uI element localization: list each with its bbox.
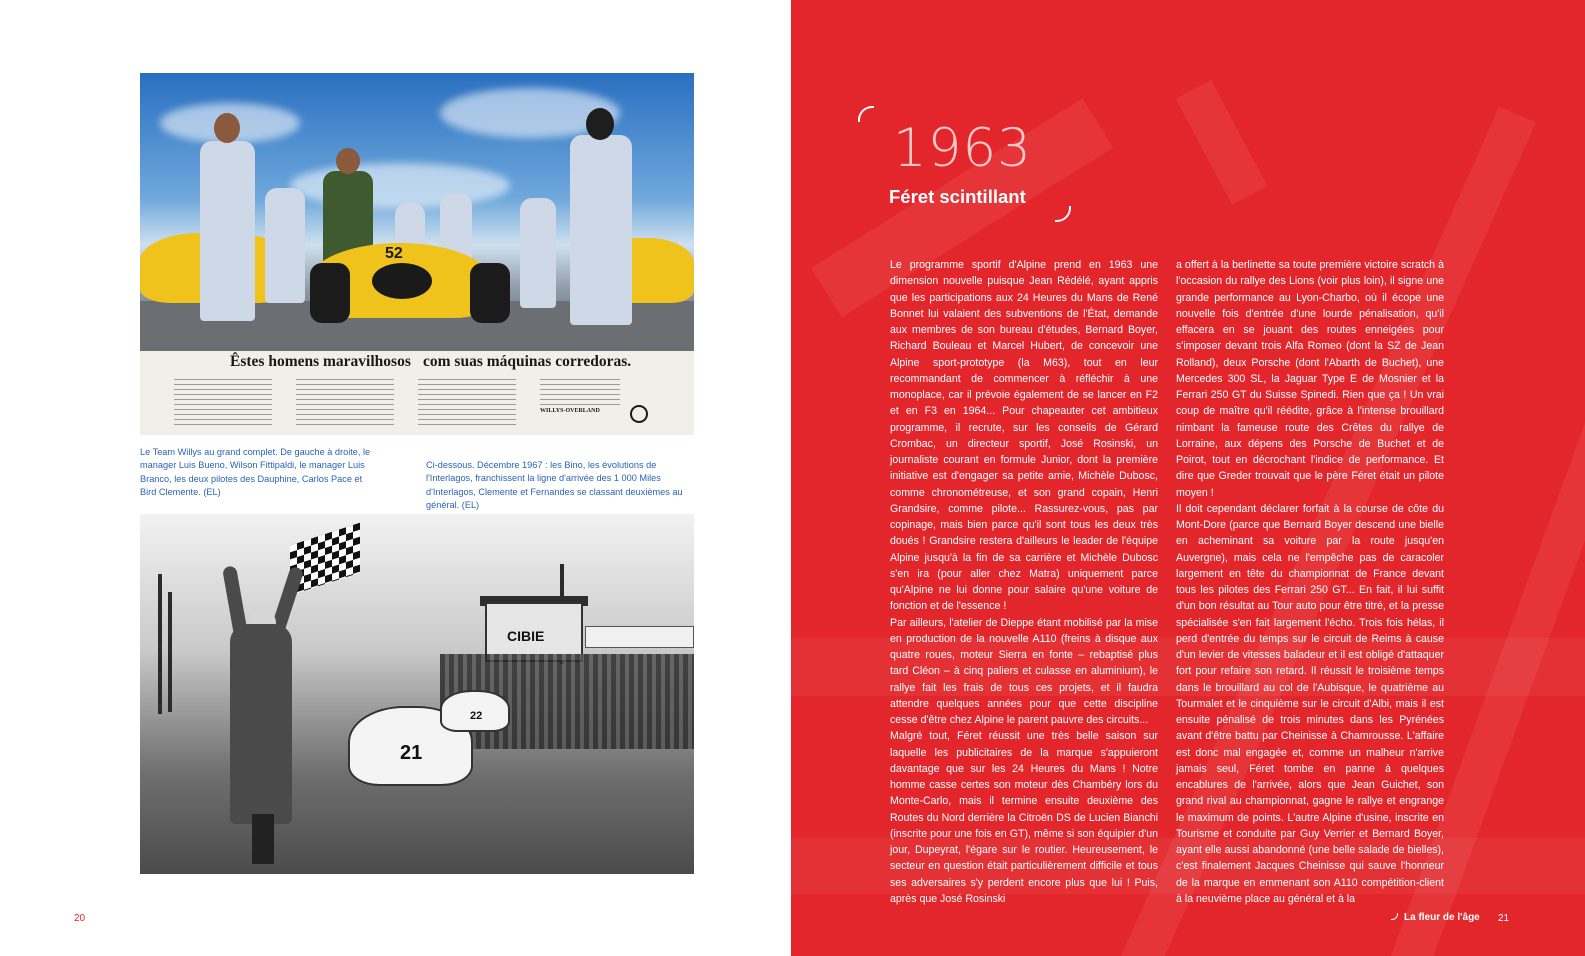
sign-text: CIBIE: [507, 628, 545, 644]
body-column-1: [890, 257, 1158, 907]
car-number: 52: [385, 245, 403, 262]
ad-headline-left: Êstes homens maravilhosos: [230, 353, 411, 370]
driver-figure: [200, 141, 255, 321]
trackside-banner: [585, 626, 694, 648]
photo-finish-line: [140, 514, 694, 874]
caption-team-willys: Le Team Willys au grand complet. De gauche à droite, le manager Luis Bueno, Wilson Fittipaldi, le manager Luis Branco, les deux pilotes des Dauphine, Carlos Pace et Bird Clemente. (EL): [140, 447, 371, 497]
page-number-right: 21: [1498, 913, 1510, 924]
chapter-title: Féret scintillant: [889, 186, 1026, 207]
ad-headline-right: com suas máquinas corredoras.: [423, 353, 632, 370]
flagman-legs: [252, 814, 274, 864]
car-number-front: 21: [400, 742, 423, 764]
driver-figure: [265, 188, 305, 303]
wheel: [470, 263, 510, 323]
wheel: [310, 263, 350, 323]
page-number-left: 20: [74, 913, 86, 924]
paragraph: a offert à la berlinette sa toute première victoire scratch à l'occasion du rallye des Lions (voir plus loin), il signe une grande performance au Lyon-Charbo, où il écope une nouvelle fois d'entrée d'une lourde pénalisation, qu'il effacera en se jouant des routes enneigées pour s'imposer devant trois Alfa Romeo (dont la SZ de Jean Rolland), deux Porsche (dont l'Abarth de Buchet), une Mercedes 300 SL, la Jaguar Type E de Mosnier et la Ferrari 250 GT du Suisse Spinedi. Rien que ça ! Un vrai coup de maître qu'il réédite, grâce à l'intense brouillard nimbant la fameuse route des Crêtes du rallye de Lorraine, aux dépens des Porsche de Buchet et de Poirot, tout en décrochant l'indice de performance. Et dire que Greder trouvait que le père Féret était un pilote moyen !: [1176, 259, 1444, 499]
driver-figure: [520, 198, 556, 308]
decorative-stroke: [1176, 80, 1268, 205]
ad-brand: WILLYS-OVERLAND: [540, 408, 600, 414]
caption-interlagos: Ci-dessous. Décembre 1967 : les Bino, les évolutions de l'Interlagos, franchissent la ligne d'arrivée des 1 000 Miles d'Interlagos, Clemente et Fernandes se classant deuxièmes au général. (EL): [426, 460, 683, 510]
ad-text-column: [296, 379, 394, 427]
photo-team-willys-ad: [140, 73, 694, 435]
pole: [168, 592, 172, 712]
ad-text-column: [174, 379, 272, 427]
driver-figure: [570, 135, 632, 325]
willys-logo-icon: [630, 405, 648, 423]
ad-text-column: [540, 379, 620, 405]
paragraph: Il doit cependant déclarer forfait à la course de côte du Mont-Dore (parce que Bernard Boyer descend une bielle en acheminant sa voiture par la route jusqu'en Auvergne), mais cela ne l'empêche pas de caracoler largement en tête du championnat de France devant tous les pilotes des Ferrari 250 GT... En fait, il lui suffit d'un bon résultat au Tour auto pour être titré, et la presse spécialisée s'en fait largement l'écho. Trois fois hélas, il perd d'entrée du temps sur le circuit de Reims à cause d'un levier de vitesses baladeur et il est obligé d'attaquer fort pour refaire son retard. Il réussit le troisième temps dans le brouillard au col de l'Aubisque, le quatrième au Tourmalet et le cinquième sur le circuit d'Albi, mais il est ensuite pénalisé de trois minutes dans les Pyrénées avant d'être battu par Cheinisse à Chamrousse. L'affaire est donc mal engagée et, comme un malheur n'arrive jamais seul, Féret tombe en panne à quelques encablures de l'arrivée, alors que Jean Guichet, son grand rival au championnat, gagne le rallye et engrange le maximum de points. L'autre Alpine d'usine, inscrite en Tourisme et conduite par Guy Verrier et Bernard Boyer, ayant elle aussi abandonné (une belle salade de bielles), c'est finalement Jacques Cheinisse qui sauve l'honneur de la marque en emmenant son A110 compétition-client à la neuvième place au général et à la: [1176, 502, 1444, 905]
pole: [158, 574, 162, 714]
manager-head: [336, 148, 360, 174]
helmet-head: [586, 108, 614, 140]
formula-car-nose: [372, 263, 432, 299]
paragraph: Malgré tout, Féret réussit une très belle saison sur laquelle les publicitaires de la marque s'appuieront davantage que sur les 24 Heures du Mans ! Notre homme casse certes son moteur dès Chambéry lors du Monte-Carlo, mais il termine ensuite deuxième des Routes du Nord derrière la Citroën DS de Lucien Bianchi (inscrite pour une fois en GT), même si son équipier d'un jour, Dupeyrat, l'égare sur le routier. Heureusement, le secteur en question était particulièrement difficile et tous ses adversaires s'y perdent encore plus que lui ! Puis, après que José Rosinski: [890, 730, 1158, 905]
paragraph: Le programme sportif d'Alpine prend en 1963 une dimension nouvelle puisque Jean Rédélé, ayant appris que les participations aux 24 Heures du Mans de René Bonnet lui valaient des subventions de l'État, demande aux membres de son bureau d'études, Bernard Boyer, Richard Bouleau et Marcel Hubert, de concevoir une Alpine sport-prototype (la M63), tout en leur recommandant de commencer à réfléchir à une monoplace, car il prévoie également de se lancer en F2 et en F3 en 1964... Pour chapeauter cet ambitieux programme, il recrute, sur les conseils de Gérard Crombac, un directeur sportif, José Rosinski, un journaliste courant en formule Junior, dont la première initiative est d'engager sa petite amie, Michèle Dubosc, comme chronométreuse, et son grand copain, Henri Grandsire, comme pilote... Rassurez-vous, pas par copinage, mais bien parce qu'il sont tous les deux très doués ! Grandsire restera d'ailleurs le leader de l'équipe Alpine jusqu'à la fin de sa carrière et Michèle Dubosc s'en ira (pour aller chez Matra) uniquement parce qu'Alpine ne lui donne pour salaire qu'une voiture de fonction et de l'essence !: [890, 259, 1158, 613]
checkered-flag-icon: [290, 523, 360, 596]
driver-head: [214, 113, 240, 143]
photo-scene-drivers-cars: [140, 73, 694, 351]
flagman: [230, 624, 292, 824]
chapter-year: 1963: [893, 118, 1032, 179]
running-head: La fleur de l'âge: [1404, 912, 1480, 923]
body-column-2: [1176, 257, 1444, 907]
ad-body-text: [174, 379, 654, 429]
car-number-back: 22: [470, 710, 483, 722]
ad-text-column: [418, 379, 516, 427]
paragraph: Par ailleurs, l'atelier de Dieppe étant mobilisé par la mise en production de la nouvelle A110 (freins à disque aux quatre roues, moteur Sierra en fonte – rebaptisé plus tard Cléon – à cinq paliers et culasse en aluminium), le rallye fait les frais de tous ces projets, et il faudra attendre quelques années pour que cette discipline cesse d'être chez Alpine le parent pauvre des circuits...: [890, 616, 1158, 726]
